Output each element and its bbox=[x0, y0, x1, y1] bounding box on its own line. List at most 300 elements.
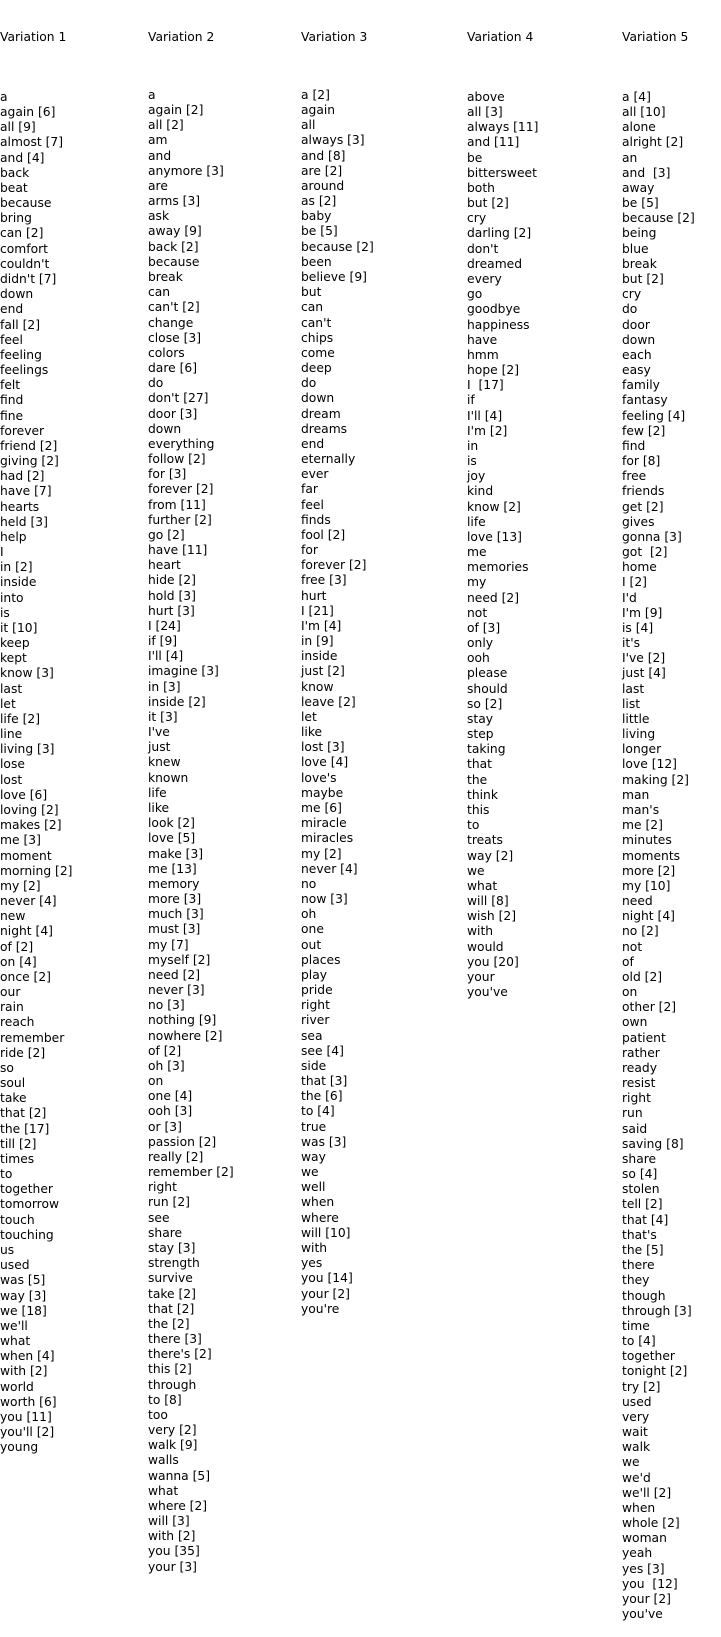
word-entry: tomorrow bbox=[0, 1197, 60, 1212]
word-entry: can bbox=[301, 300, 324, 315]
word-entry: need [2] bbox=[467, 590, 520, 605]
word-entry: step bbox=[467, 727, 494, 742]
word-entry: being bbox=[622, 226, 657, 241]
word-entry: forever [2] bbox=[148, 482, 214, 497]
word-entry: other [2] bbox=[622, 1000, 677, 1015]
word-entry: just bbox=[148, 740, 171, 755]
word-entry: can [2] bbox=[0, 226, 44, 241]
word-entry: me [13] bbox=[148, 861, 197, 876]
word-entry: yes bbox=[301, 1256, 323, 1271]
word-entry: reach bbox=[0, 1015, 35, 1030]
word-entry: please bbox=[467, 666, 508, 681]
word-entry: your bbox=[467, 969, 495, 984]
word-entry: life bbox=[467, 514, 486, 529]
word-entry: fantasy bbox=[622, 393, 668, 408]
word-entry: way bbox=[301, 1149, 326, 1164]
word-entry: touch bbox=[0, 1212, 35, 1227]
variation-5-column bbox=[622, 0, 695, 1637]
word-entry: take bbox=[0, 1091, 27, 1106]
word-entry: inside bbox=[0, 575, 37, 590]
word-entry: stolen bbox=[622, 1182, 660, 1197]
word-entry: every bbox=[467, 271, 502, 286]
column-header: Variation 4 bbox=[467, 30, 534, 45]
word-entry: can't [2] bbox=[148, 300, 200, 315]
word-entry: alright [2] bbox=[622, 135, 684, 150]
word-entry: there's [2] bbox=[148, 1347, 212, 1362]
word-entry: no [3] bbox=[148, 998, 185, 1013]
word-entry: can't bbox=[301, 315, 332, 330]
word-entry: oh [3] bbox=[148, 1058, 185, 1073]
word-entry: passion [2] bbox=[148, 1134, 217, 1149]
word-entry: yeah bbox=[622, 1546, 653, 1561]
word-entry: memories bbox=[467, 560, 529, 575]
variation-4-column bbox=[467, 0, 538, 1015]
word-entry: moments bbox=[622, 848, 681, 863]
word-entry: love [13] bbox=[467, 529, 522, 544]
word-entry: I bbox=[0, 545, 4, 560]
word-entry: taking bbox=[467, 742, 506, 757]
word-entry: because bbox=[0, 196, 52, 211]
word-entry: sea bbox=[301, 1028, 323, 1043]
word-list bbox=[0, 90, 72, 1455]
word-entry: myself [2] bbox=[148, 952, 211, 967]
word-entry: for bbox=[301, 543, 318, 558]
word-entry: kind bbox=[467, 484, 494, 499]
word-entry: are [2] bbox=[301, 163, 343, 178]
word-entry: said bbox=[622, 1121, 648, 1136]
word-entry: you'll [2] bbox=[0, 1425, 55, 1440]
word-entry: love [5] bbox=[148, 831, 196, 846]
word-entry: a [4] bbox=[622, 89, 651, 104]
word-entry: patient bbox=[622, 1030, 666, 1045]
word-entry: a bbox=[148, 87, 156, 102]
word-entry: cry bbox=[622, 287, 642, 302]
word-entry: makes [2] bbox=[0, 818, 62, 833]
word-entry: last bbox=[0, 681, 23, 696]
word-entry: can bbox=[148, 285, 171, 300]
word-entry: as [2] bbox=[301, 194, 337, 209]
word-entry: fool [2] bbox=[301, 527, 346, 542]
word-entry: or [3] bbox=[148, 1119, 182, 1134]
word-entry: you're bbox=[301, 1301, 340, 1316]
word-entry: in [3] bbox=[148, 679, 181, 694]
word-entry: known bbox=[148, 770, 189, 785]
word-entry: maybe bbox=[301, 785, 344, 800]
word-entry: I'll [4] bbox=[148, 649, 184, 664]
word-entry: will [8] bbox=[467, 894, 509, 909]
word-entry: oh bbox=[301, 907, 317, 922]
word-list bbox=[622, 90, 695, 1622]
word-entry: eternally bbox=[301, 452, 356, 467]
word-entry: longer bbox=[622, 742, 662, 757]
word-entry: never [4] bbox=[301, 861, 358, 876]
word-entry: really [2] bbox=[148, 1149, 204, 1164]
word-entry: deep bbox=[301, 361, 332, 376]
word-entry: down bbox=[301, 391, 335, 406]
word-entry: I've [2] bbox=[622, 651, 666, 666]
word-entry: arms [3] bbox=[148, 194, 201, 209]
word-entry: walk bbox=[622, 1440, 651, 1455]
word-entry: should bbox=[467, 681, 508, 696]
word-entry: with bbox=[467, 924, 494, 939]
word-entry: change bbox=[148, 315, 194, 330]
word-entry: this [2] bbox=[148, 1362, 192, 1377]
word-entry: just [4] bbox=[622, 666, 666, 681]
word-entry: the [17] bbox=[0, 1121, 50, 1136]
word-entry: not bbox=[467, 605, 488, 620]
word-entry: for [3] bbox=[148, 467, 187, 482]
word-entry: that [2] bbox=[148, 1301, 195, 1316]
word-entry: almost [7] bbox=[0, 135, 64, 150]
word-entry: gives bbox=[622, 514, 655, 529]
word-entry: bittersweet bbox=[467, 165, 537, 180]
word-entry: that [4] bbox=[622, 1212, 669, 1227]
word-entry: making [2] bbox=[622, 772, 689, 787]
word-entry: around bbox=[301, 178, 345, 193]
word-entry: feel bbox=[0, 332, 23, 347]
word-entry: night [4] bbox=[0, 924, 53, 939]
word-entry: break bbox=[148, 269, 183, 284]
word-entry: fine bbox=[0, 408, 24, 423]
word-entry: beat bbox=[0, 180, 28, 195]
word-entry: imagine [3] bbox=[148, 664, 219, 679]
word-entry: you [11] bbox=[0, 1409, 52, 1424]
word-entry: list bbox=[622, 696, 641, 711]
word-entry: joy bbox=[467, 469, 486, 484]
word-entry: rather bbox=[622, 1045, 660, 1060]
word-entry: is bbox=[467, 454, 477, 469]
word-entry: so [2] bbox=[467, 696, 503, 711]
column-header: Variation 2 bbox=[148, 30, 215, 45]
word-entry: be [5] bbox=[622, 196, 659, 211]
word-entry: with bbox=[301, 1240, 328, 1255]
word-entry: love's bbox=[301, 770, 337, 785]
word-entry: free bbox=[622, 469, 647, 484]
word-entry: had [2] bbox=[0, 469, 45, 484]
word-entry: but [2] bbox=[622, 271, 664, 286]
word-entry: further [2] bbox=[148, 512, 212, 527]
word-entry: into bbox=[0, 590, 24, 605]
word-entry: on [4] bbox=[0, 954, 37, 969]
word-entry: pride bbox=[301, 983, 333, 998]
word-entry: that's bbox=[622, 1227, 657, 1242]
word-entry: feel bbox=[301, 497, 324, 512]
word-entry: don't bbox=[467, 241, 499, 256]
word-entry: alone bbox=[622, 120, 656, 135]
word-entry: your [2] bbox=[622, 1591, 671, 1606]
word-entry: try [2] bbox=[622, 1379, 661, 1394]
word-entry: used bbox=[0, 1258, 30, 1273]
word-entry: hurt [3] bbox=[148, 603, 195, 618]
word-entry: believe [9] bbox=[301, 269, 367, 284]
word-entry: to bbox=[0, 1167, 13, 1182]
word-entry: colors bbox=[148, 345, 185, 360]
word-entry: ooh [3] bbox=[148, 1104, 193, 1119]
word-entry: be [5] bbox=[301, 224, 338, 239]
word-entry: is [4] bbox=[622, 620, 654, 635]
word-entry: because [2] bbox=[622, 211, 695, 226]
word-entry: I [2] bbox=[622, 575, 647, 590]
word-entry: help bbox=[0, 529, 27, 544]
word-entry: where [2] bbox=[148, 1498, 208, 1513]
word-entry: we bbox=[622, 1455, 640, 1470]
word-entry: right bbox=[148, 1180, 177, 1195]
word-entry: end bbox=[0, 302, 24, 317]
word-entry: never [3] bbox=[148, 983, 205, 998]
word-entry: no bbox=[301, 876, 317, 891]
word-entry: they bbox=[622, 1273, 650, 1288]
word-entry: bring bbox=[0, 211, 32, 226]
word-entry: I'm [2] bbox=[467, 423, 508, 438]
word-entry: you [12] bbox=[622, 1576, 678, 1591]
word-entry: yes [3] bbox=[622, 1561, 665, 1576]
word-entry: knew bbox=[148, 755, 181, 770]
word-entry: gonna [3] bbox=[622, 529, 682, 544]
word-entry: feelings bbox=[0, 363, 49, 378]
word-entry: I [24] bbox=[148, 618, 181, 633]
word-entry: woman bbox=[622, 1531, 667, 1546]
word-entry: rain bbox=[0, 1000, 24, 1015]
word-entry: me [3] bbox=[0, 833, 41, 848]
word-entry: so [4] bbox=[622, 1167, 658, 1182]
word-entry: and bbox=[148, 148, 172, 163]
word-entry: little bbox=[622, 711, 650, 726]
word-entry: my [10] bbox=[622, 878, 671, 893]
word-entry: I [21] bbox=[301, 603, 334, 618]
word-entry: my [2] bbox=[0, 878, 41, 893]
word-entry: ride [2] bbox=[0, 1045, 46, 1060]
word-entry: of bbox=[622, 954, 634, 969]
word-entry: like bbox=[148, 801, 170, 815]
word-entry: again [6] bbox=[0, 105, 56, 120]
variation-3-column bbox=[301, 0, 374, 1332]
word-entry: man's bbox=[622, 803, 660, 817]
word-entry: wish [2] bbox=[467, 909, 517, 924]
word-entry: miracles bbox=[301, 831, 354, 846]
word-entry: that [2] bbox=[0, 1106, 47, 1121]
word-entry: never [4] bbox=[0, 894, 57, 909]
word-entry: man bbox=[622, 787, 650, 802]
word-entry: door [3] bbox=[148, 406, 198, 421]
column-header: Variation 1 bbox=[0, 30, 67, 45]
word-entry: giving [2] bbox=[0, 454, 59, 469]
word-entry: share bbox=[148, 1225, 183, 1240]
word-entry: very [2] bbox=[148, 1423, 197, 1438]
word-entry: of [3] bbox=[467, 620, 501, 635]
word-entry: right bbox=[622, 1091, 651, 1106]
word-entry: hold [3] bbox=[148, 588, 196, 603]
word-entry: stay [3] bbox=[148, 1240, 196, 1255]
word-entry: we'd bbox=[622, 1470, 651, 1485]
word-entry: like bbox=[301, 725, 323, 740]
word-entry: keep bbox=[0, 636, 30, 651]
word-entry: on bbox=[622, 985, 638, 1000]
word-entry: true bbox=[301, 1119, 327, 1134]
word-entry: treats bbox=[467, 833, 503, 848]
word-entry: darling [2] bbox=[467, 226, 532, 241]
word-entry: let bbox=[0, 696, 16, 711]
word-entry: inside [2] bbox=[148, 694, 206, 709]
word-entry: young bbox=[0, 1440, 39, 1455]
word-entry: ready bbox=[622, 1060, 657, 1075]
word-entry: chips bbox=[301, 330, 334, 345]
word-entry: more [3] bbox=[148, 892, 202, 907]
word-entry: remember [2] bbox=[148, 1165, 234, 1180]
word-entry: an bbox=[622, 150, 638, 165]
word-entry: to [4] bbox=[622, 1334, 656, 1349]
word-entry: lost [3] bbox=[301, 740, 345, 755]
word-entry: I've bbox=[148, 725, 170, 740]
word-entry: through bbox=[148, 1377, 197, 1392]
word-entry: we'll bbox=[0, 1318, 28, 1333]
word-entry: if [9] bbox=[148, 634, 178, 649]
word-entry: take [2] bbox=[148, 1286, 196, 1301]
word-entry: me [2] bbox=[622, 818, 663, 833]
word-entry: do bbox=[301, 376, 317, 391]
word-entry: places bbox=[301, 952, 341, 967]
word-entry: time bbox=[622, 1318, 650, 1333]
word-entry: last bbox=[622, 681, 645, 696]
word-entry: way [2] bbox=[467, 848, 514, 863]
word-entry: hmm bbox=[467, 347, 499, 362]
word-entry: of [2] bbox=[0, 939, 34, 954]
word-entry: you've bbox=[622, 1607, 663, 1622]
word-entry: ooh bbox=[467, 651, 490, 666]
word-entry: share bbox=[622, 1151, 657, 1166]
word-entry: come bbox=[301, 345, 335, 360]
word-entry: happiness bbox=[467, 317, 530, 332]
word-entry: times bbox=[0, 1151, 35, 1166]
word-entry: do bbox=[148, 376, 164, 391]
word-entry: very bbox=[622, 1409, 650, 1424]
word-entry: only bbox=[467, 636, 494, 651]
word-entry: what bbox=[467, 878, 498, 893]
word-entry: both bbox=[467, 180, 495, 195]
word-entry: life [2] bbox=[0, 711, 41, 726]
word-entry: was [5] bbox=[0, 1273, 46, 1288]
word-entry: will [3] bbox=[148, 1514, 190, 1529]
word-entry: find bbox=[622, 438, 646, 453]
word-entry: walls bbox=[148, 1453, 179, 1468]
word-entry: dream bbox=[301, 406, 341, 421]
word-entry: memory bbox=[148, 876, 200, 891]
word-entry: have [7] bbox=[0, 484, 52, 499]
word-entry: are bbox=[148, 178, 168, 193]
word-entry: because [2] bbox=[301, 239, 374, 254]
word-entry: down bbox=[0, 287, 34, 302]
word-entry: there bbox=[622, 1258, 655, 1273]
word-entry: family bbox=[622, 378, 660, 393]
word-entry: find bbox=[0, 393, 24, 408]
word-entry: would bbox=[467, 939, 504, 954]
word-entry: my [7] bbox=[148, 937, 189, 952]
word-entry: you [20] bbox=[467, 954, 519, 969]
word-entry: all [2] bbox=[148, 118, 184, 133]
word-entry: where bbox=[301, 1210, 339, 1225]
word-entry: down bbox=[148, 421, 182, 436]
word-entry: make [3] bbox=[148, 846, 204, 861]
word-entry: one [4] bbox=[148, 1089, 193, 1104]
word-list bbox=[301, 88, 374, 1317]
word-entry: away [9] bbox=[148, 224, 202, 239]
word-entry: we bbox=[301, 1165, 319, 1180]
word-entry: inside bbox=[301, 649, 338, 664]
word-entry: touching bbox=[0, 1227, 54, 1242]
word-entry: far bbox=[301, 482, 318, 497]
word-entry: you [35] bbox=[148, 1544, 200, 1559]
word-entry: living bbox=[622, 727, 656, 742]
word-entry: you [14] bbox=[301, 1271, 353, 1286]
word-entry: that [3] bbox=[301, 1074, 348, 1089]
word-entry: once [2] bbox=[0, 969, 51, 984]
word-entry: know [2] bbox=[467, 499, 521, 514]
column-header: Variation 3 bbox=[301, 30, 368, 45]
word-entry: from [11] bbox=[148, 497, 206, 512]
word-entry: kept bbox=[0, 651, 27, 666]
word-entry: wait bbox=[622, 1425, 648, 1440]
word-entry: my bbox=[467, 575, 487, 590]
word-list bbox=[467, 90, 538, 1000]
word-entry: hearts bbox=[0, 499, 40, 514]
word-entry: have bbox=[467, 332, 498, 347]
word-entry: close [3] bbox=[148, 330, 202, 345]
word-entry: always [11] bbox=[467, 120, 539, 135]
word-entry: fall [2] bbox=[0, 317, 41, 332]
word-entry: and [8] bbox=[301, 148, 346, 163]
word-entry: look [2] bbox=[148, 816, 195, 831]
word-entry: what bbox=[148, 1483, 179, 1498]
word-entry: there [3] bbox=[148, 1332, 202, 1347]
word-entry: dreamed bbox=[467, 256, 523, 271]
word-entry: didn't [7] bbox=[0, 271, 57, 286]
word-entry: your [2] bbox=[301, 1286, 350, 1301]
word-entry: saving [8] bbox=[622, 1136, 684, 1151]
word-entry: line bbox=[0, 727, 23, 742]
word-entry: been bbox=[301, 254, 332, 269]
word-entry: again bbox=[301, 103, 336, 118]
word-entry: I'd bbox=[622, 590, 637, 605]
word-entry: but [2] bbox=[467, 196, 509, 211]
word-entry: dare [6] bbox=[148, 361, 198, 376]
word-entry: life bbox=[148, 785, 167, 800]
word-entry: so bbox=[0, 1060, 14, 1075]
word-entry: tonight [2] bbox=[622, 1364, 688, 1379]
word-entry: nowhere [2] bbox=[148, 1028, 223, 1043]
word-entry: play bbox=[301, 967, 328, 982]
word-entry: feeling [4] bbox=[622, 408, 686, 423]
word-entry: in [2] bbox=[0, 560, 33, 575]
word-entry: we bbox=[467, 863, 485, 878]
word-entry: too bbox=[148, 1407, 168, 1422]
word-entry: know bbox=[301, 679, 334, 694]
word-entry: need [2] bbox=[148, 967, 201, 982]
word-entry: strength bbox=[148, 1256, 200, 1271]
word-entry: it [10] bbox=[0, 620, 38, 635]
word-entry: resist bbox=[622, 1076, 656, 1091]
word-entry: when bbox=[622, 1500, 656, 1515]
word-entry: the [2] bbox=[148, 1316, 190, 1331]
word-entry: back bbox=[0, 165, 30, 180]
word-entry: now [3] bbox=[301, 892, 348, 907]
word-entry: friend [2] bbox=[0, 438, 58, 453]
word-entry: don't [27] bbox=[148, 391, 209, 406]
word-entry: living [3] bbox=[0, 742, 55, 757]
word-entry: above bbox=[467, 89, 505, 104]
word-entry: lose bbox=[0, 757, 25, 772]
word-entry: heart bbox=[148, 558, 181, 573]
word-entry: us bbox=[0, 1242, 15, 1257]
word-entry: forever [2] bbox=[301, 558, 367, 573]
